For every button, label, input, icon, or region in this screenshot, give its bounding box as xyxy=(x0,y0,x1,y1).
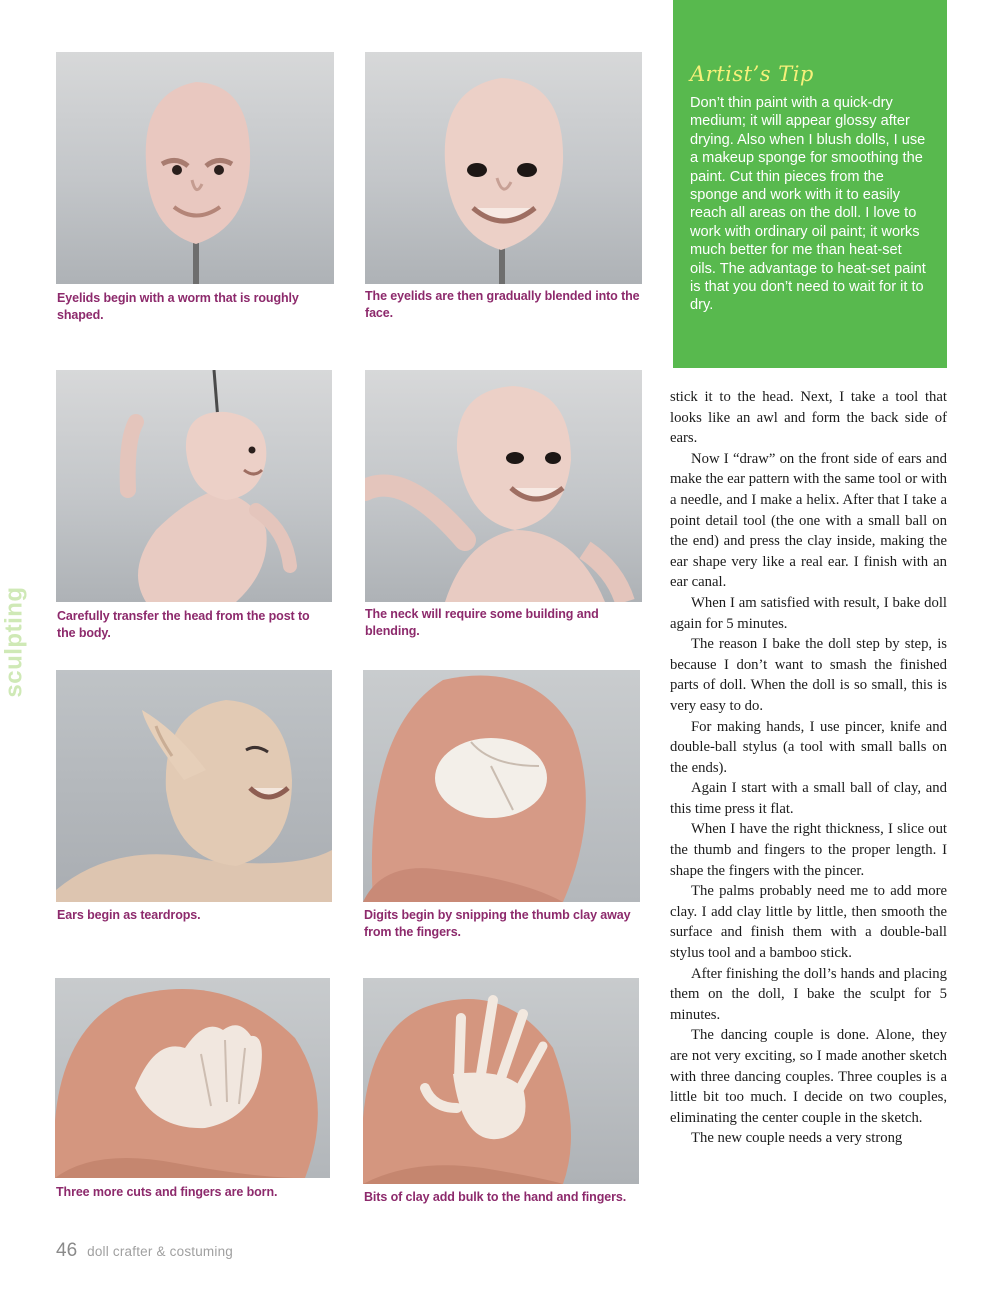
caption-hand-bulk: Bits of clay add bulk to the hand and fingers. xyxy=(364,1190,627,1204)
article-paragraph: When I have the right thickness, I slice out the thumb and fingers to the proper length. I shape the fingers with the pincer. xyxy=(670,821,947,879)
article-paragraph: Again I start with a small ball of clay, and this time press it flat. xyxy=(670,780,947,817)
artists-tip-title: Artist’s Tip xyxy=(690,62,814,86)
article-paragraph: The dancing couple is done. Alone, they are not very exciting, so I made another sketch with three dancing couples. Three couples is a little bit too much. I decide on two couples, eliminating the center couple in the sketch. xyxy=(670,1027,947,1126)
photo-head-transfer-image xyxy=(56,370,332,602)
article-paragraph: stick it to the head. Next, I take a tool that looks like an awl and form the back side of ears. xyxy=(670,389,947,447)
caption-digits-snipping: Digits begin by snipping the thumb clay away from the fingers. xyxy=(364,908,631,939)
article-paragraph: For making hands, I use pincer, knife and double-ball stylus (a tool with small balls on the ends). xyxy=(670,718,947,776)
photo-head-transfer xyxy=(56,370,332,602)
article-paragraph: The new couple needs a very strong xyxy=(691,1130,903,1147)
photo-eyelids-blended xyxy=(365,52,642,284)
photo-fingers-born xyxy=(55,978,330,1178)
section-label-sculpting xyxy=(2,582,28,702)
article-paragraph: After finishing the doll’s hands and placing them on the doll, I bake the sculpt for 5 minutes. xyxy=(670,965,947,1023)
caption-head-transfer: Carefully transfer the head from the post to the body. xyxy=(57,609,310,640)
photo-neck-building-image xyxy=(365,370,642,602)
photo-hand-bulk-image xyxy=(363,978,639,1184)
photo-digits-snipping-image xyxy=(363,670,640,902)
photo-ears xyxy=(56,670,332,902)
magazine-name: doll crafter & costuming xyxy=(87,1244,233,1259)
caption-neck-building: The neck will require some building and blending. xyxy=(365,607,599,638)
article-paragraph: Now I “draw” on the front side of ears and make the ear pattern with the same tool or with a needle, and I make a helix. After that I take a point detail tool (the one with a small ball on the end) and press the clay inside, making the ear shape very like a real ear. I finish with an ear canal. xyxy=(670,450,947,591)
photo-eyelids-blended-image xyxy=(365,52,642,284)
article-paragraph: When I am satisfied with result, I bake doll again for 5 minutes. xyxy=(670,594,947,632)
page-number: 46 xyxy=(56,1240,78,1261)
caption-fingers-born: Three more cuts and fingers are born. xyxy=(56,1185,278,1199)
photo-eyelids-rough-image xyxy=(56,52,334,284)
section-label-text: sculpting xyxy=(1,586,29,698)
photo-neck-building xyxy=(365,370,642,602)
caption-ears: Ears begin as teardrops. xyxy=(57,908,201,922)
caption-eyelids-blended: The eyelids are then gradually blended into the face. xyxy=(365,289,640,320)
page-footer xyxy=(56,1240,233,1262)
article-paragraph: The palms probably need me to add more clay. I add clay little by little, then smooth the surface and finish them with a double-ball stylus tool and a bamboo stick. xyxy=(670,883,947,962)
artists-tip-box xyxy=(673,0,947,368)
photo-eyelids-rough xyxy=(56,52,334,284)
photo-ears-image xyxy=(56,670,332,902)
article-paragraph: The reason I bake the doll step by step, is because I don’t want to smash the finished parts of doll. When the doll is so small, this is very easy to do. xyxy=(670,636,947,714)
artists-tip-body: Don’t thin paint with a quick-dry medium; it will appear glossy after drying. Also when I blush dolls, I use a makeup sponge for smoothing the paint. Cut thin pieces from the sponge and work with it to easily reach all areas on the doll. I love to work with ordinary oil paint; it works much better for me than heat-set oils. The advantage to heat-set paint is that you don’t need to wait for it to dry. xyxy=(690,95,926,314)
photo-hand-bulk xyxy=(363,978,639,1184)
photo-fingers-born-image xyxy=(55,978,330,1178)
article-body xyxy=(670,387,947,1149)
caption-eyelids-rough: Eyelids begin with a worm that is roughly shaped. xyxy=(57,291,299,322)
photo-digits-snipping xyxy=(363,670,640,902)
